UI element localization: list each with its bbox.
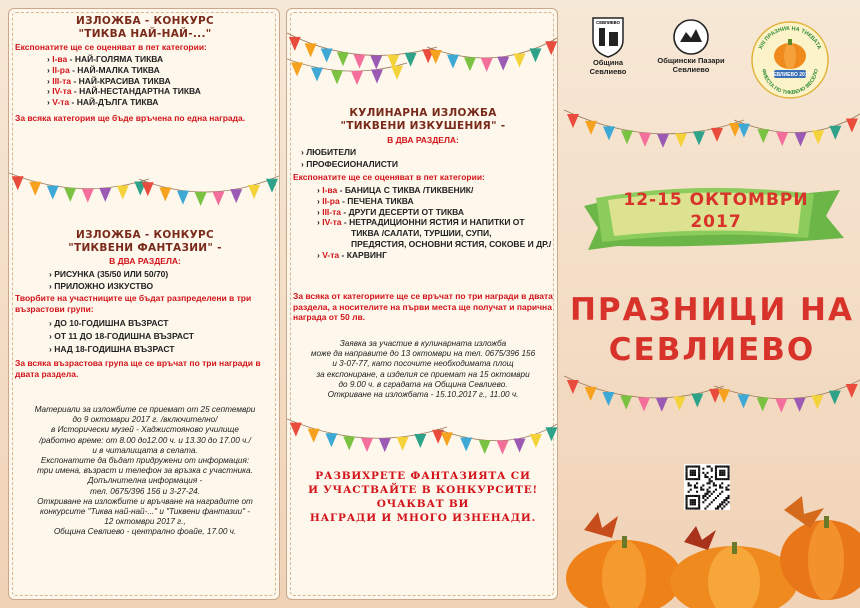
- slogan-line: РАЗВИХРЕТЕ ФАНТАЗИЯТА СИ: [315, 470, 531, 482]
- contest1-note: За всяка категория ще бъде връчена по една награда.: [15, 113, 246, 123]
- bunting-flag: [638, 398, 650, 412]
- bunting-flag: [479, 440, 491, 454]
- info-line: Заявка за участие в кулинарната изложба: [339, 339, 507, 348]
- bunting-flag: [371, 70, 383, 84]
- bunting-flag: [321, 49, 333, 63]
- bunting: [564, 370, 860, 430]
- contest1-title: ИЗЛОЖБА - КОНКУРС: [75, 15, 215, 27]
- bunting-flag: [248, 185, 260, 199]
- bunting-flag: [29, 182, 41, 196]
- pumpkins-decoration: [564, 490, 860, 608]
- info-line: за експониране, а изделия се приемат на 15 октомври: [316, 369, 530, 379]
- age-group-2: › ОТ 11 ДО 18-ГОДИШНА ВЪЗРАСТ: [49, 331, 194, 341]
- bunting-flag: [266, 179, 278, 193]
- culinary-categories: [317, 185, 551, 261]
- bunting-flag: [567, 114, 579, 128]
- bunting-flag: [370, 55, 382, 69]
- category-item: › IV-та - НАЙ-НЕСТАНДАРТНА ТИКВА: [47, 86, 201, 97]
- culinary-note: За всяка от категориите ще се връчат по три награди в двата раздела, а носителите на първи места ще получат и парична награда от 50 лв.: [293, 291, 553, 322]
- bunting-flag: [291, 62, 303, 76]
- logo-municipality: [578, 14, 638, 76]
- culinary-sections-label: В ДВА РАЗДЕЛА:: [387, 135, 459, 145]
- bunting-flag: [12, 176, 24, 190]
- bunting-flag: [811, 395, 823, 409]
- info-line: Откриване на изложбата - 15.10.2017 г., 11.00 ч.: [327, 390, 519, 400]
- bunting-flag: [379, 438, 391, 452]
- bunting-flag: [177, 191, 189, 205]
- bunting-flag: [775, 399, 787, 413]
- contest2-section-2: › ПРИЛОЖНО ИЗКУСТВО: [49, 281, 154, 291]
- bunting-flag: [117, 185, 129, 199]
- bunting-flag: [674, 396, 686, 410]
- age-group-3: › НАД 18-ГОДИШНА ВЪЗРАСТ: [49, 344, 175, 354]
- cover-panel: [564, 0, 860, 608]
- bunting-flag: [343, 436, 355, 450]
- bunting-flag: [311, 68, 323, 82]
- category-item: › III-та - ДРУГИ ДЕСЕРТИ ОТ ТИКВА: [317, 206, 465, 217]
- info-line: конкурсите "Тиква най-най-..." и "Тиквени фантазии" -: [39, 507, 251, 517]
- contest2-title: ИЗЛОЖБА - КОНКУРС: [75, 229, 215, 241]
- slogan: [287, 469, 558, 525]
- contest2-sections-label: В ДВА РАЗДЕЛА:: [109, 256, 181, 266]
- category-item: › II-ра - ПЕЧЕНА ТИКВА: [317, 195, 414, 206]
- bunting-flag: [64, 188, 76, 202]
- bunting-flag: [361, 438, 373, 452]
- bunting-flag: [718, 389, 730, 403]
- contest1-intro: Експонатите ще се оценяват в пет категории:: [15, 42, 207, 52]
- info-line: Откриване на изложбите и връчване на наградите от: [37, 496, 253, 506]
- bunting-flag: [794, 398, 806, 412]
- bunting-flag: [829, 391, 841, 405]
- info-line: три имена, възраст и телефон за връзка с участника.: [37, 466, 253, 476]
- bunting-flag: [545, 427, 557, 441]
- bunting-flag: [397, 437, 409, 451]
- info-text: [11, 405, 279, 538]
- svg-text:СЕВЛИЕВО 2017: СЕВЛИЕВО 2017: [769, 72, 811, 78]
- bunting: [9, 167, 280, 213]
- category-item: › V-та - НАЙ-ДЪЛГА ТИКВА: [47, 97, 159, 108]
- bunting-flag: [99, 188, 111, 202]
- bunting-flag: [776, 132, 788, 146]
- festival-logo: [750, 20, 830, 100]
- category-item: ТИКВА /САЛАТИ, ТУРШИИ, СУПИ,: [351, 228, 492, 239]
- coat-of-arms-icon: [590, 14, 626, 58]
- slogan-line: НАГРАДИ И МНОГО ИЗНЕНАДИ.: [309, 512, 537, 524]
- logo-markets: [656, 18, 726, 74]
- bunting-flag: [757, 129, 769, 143]
- info-line: Експонатите да бъдат придружени от информация:: [40, 456, 250, 466]
- bunting-flag: [82, 189, 94, 203]
- bunting-flag: [464, 57, 476, 71]
- info-line: може да направите до 13 октомври на тел. 0675/396 156: [310, 349, 536, 359]
- bunting-flag: [738, 394, 750, 408]
- contest1-categories: [47, 54, 201, 108]
- bunting-flag: [212, 192, 224, 206]
- bunting-flag: [405, 53, 417, 67]
- culinary-section-1: › ЛЮБИТЕЛИ: [301, 147, 357, 157]
- info-line: Допълнителна информация -: [87, 476, 203, 486]
- bunting-flag: [497, 441, 509, 455]
- bunting-flag: [656, 398, 668, 412]
- bunting-flag: [602, 392, 614, 406]
- bunting-flag: [846, 119, 858, 133]
- bunting-flag: [142, 182, 154, 196]
- svg-text:ФИЕСТА ПО ТИКВЕНО ВЕСЕЛО: ФИЕСТА ПО ТИКВЕНО ВЕСЕЛО: [760, 68, 820, 97]
- bunting-flag: [305, 43, 317, 57]
- bunting-flag: [354, 55, 366, 69]
- bunting-flag: [657, 134, 669, 148]
- bunting-flag: [846, 384, 858, 398]
- bunting-flag: [530, 434, 542, 448]
- culinary-intro: Експонатите ще се оценяват в пет категории:: [293, 172, 485, 182]
- main-title-line2: СЕВЛИЕВО: [608, 332, 816, 368]
- bunting-flag: [289, 37, 301, 51]
- svg-text:ХIII ПРАЗНИК НА ТИКВАТА: ХIII ПРАЗНИК НА ТИКВАТА: [758, 25, 822, 51]
- bunting-flag: [430, 50, 442, 64]
- info-line: и 3-07-77, като посочите необходимата площ: [332, 359, 514, 369]
- bunting-flag: [529, 48, 541, 62]
- bunting-flag: [195, 192, 207, 206]
- bunting-flag: [585, 387, 597, 401]
- bunting-flag: [47, 186, 59, 200]
- panel-left: [8, 8, 280, 600]
- main-title-line1: ПРАЗНИЦИ НА: [569, 292, 854, 328]
- bunting: [287, 413, 558, 465]
- bunting-flag: [432, 430, 444, 444]
- bunting-flag: [545, 41, 557, 55]
- info-line: Материали за изложбите се приемат от 25 септември: [34, 405, 256, 414]
- category-item: › IV-та - НЕТРАДИЦИОННИ ЯСТИЯ И НАПИТКИ ОТ: [317, 217, 525, 228]
- bunting-flag: [337, 52, 349, 66]
- bunting-flag: [230, 189, 242, 203]
- bunting-flag: [738, 124, 750, 138]
- bunting-flag: [603, 126, 615, 140]
- bunting-flag: [585, 121, 597, 135]
- category-item: › V-та - КАРВИНГ: [317, 249, 387, 260]
- bunting-flag: [621, 130, 633, 144]
- bunting-flag: [675, 133, 687, 147]
- bunting-flag: [795, 133, 807, 147]
- bunting-flag: [460, 437, 472, 451]
- bunting-flag: [325, 433, 337, 447]
- panel-middle: [286, 8, 558, 600]
- festival-logo-icon: [750, 20, 830, 100]
- age-group-1: › ДО 10-ГОДИШНА ВЪЗРАСТ: [49, 318, 169, 328]
- bunting: [287, 23, 558, 83]
- bunting-flag: [159, 187, 171, 201]
- bunting-flag: [711, 128, 723, 142]
- info-line: до 9 октомври 2017 г. /включително/: [72, 415, 218, 425]
- info-line: и в читалищата в селата.: [92, 445, 198, 455]
- bunting: [564, 108, 860, 164]
- bunting-flag: [414, 434, 426, 448]
- bunting-flag: [497, 57, 509, 71]
- contest2-note: За всяка възрастова група ще се връчат по три награди в двата раздела.: [15, 358, 261, 379]
- bunting-flag: [567, 380, 579, 394]
- contest2-age-intro: Творбите на участниците ще бъдат разпределени в три възрастови групи:: [15, 293, 252, 314]
- bunting-flag: [351, 71, 363, 85]
- logo-markets-caption: Общински Пазари Севлиево: [657, 56, 725, 74]
- info-line: до 9.00 ч. в сградата на Община Севлиево.: [338, 379, 508, 389]
- festival-year: 2017: [690, 212, 742, 232]
- contest2-section-1: › РИСУНКА (35/50 ИЛИ 50/70): [49, 269, 169, 279]
- bunting-flag: [639, 133, 651, 147]
- bunting-flag: [693, 131, 705, 145]
- bunting-flag: [514, 438, 526, 452]
- culinary-section-2: › ПРОФЕСИОНАЛИСТИ: [301, 159, 398, 169]
- category-item: › I-ва - БАНИЦА С ТИКВА /ТИКВЕНИК/: [317, 185, 474, 195]
- bunting-flag: [757, 397, 769, 411]
- category-item: › III-та - НАЙ-КРАСИВА ТИКВА: [47, 75, 171, 86]
- festival-dates: 12-15 ОКТОМВРИ: [623, 190, 809, 210]
- bunting-flag: [620, 396, 632, 410]
- info-line: тел. 0675/396 156 и 3-27-24.: [90, 486, 200, 496]
- svg-text:СЕВЛИЕВО: СЕВЛИЕВО: [596, 20, 620, 25]
- contest2-subtitle: "ТИКВЕНИ ФАНТАЗИИ" -: [68, 242, 222, 254]
- slogan-line: ОЧАКВАТ ВИ: [376, 498, 470, 510]
- culinary-info: [289, 339, 557, 400]
- bunting-flag: [481, 58, 493, 72]
- slogan-line: И УЧАСТВАЙТЕ В КОНКУРСИТЕ!: [308, 484, 538, 496]
- markets-emblem-icon: [672, 18, 710, 56]
- culinary-subtitle: "ТИКВЕНИ ИЗКУШЕНИЯ" -: [340, 120, 506, 132]
- category-item: ПРЕДЯСТИЯ, ОСНОВНИ ЯСТИЯ, СОКОВЕ И ДР./: [351, 238, 552, 249]
- category-item: › II-ра - НАЙ-МАЛКА ТИКВА: [47, 64, 160, 75]
- bunting-flag: [391, 66, 403, 80]
- info-line: в Исторически музей - Хаджистояново училище: [51, 425, 239, 435]
- contest1-subtitle: "ТИКВА НАЙ-НАЙ-...": [78, 28, 212, 40]
- bunting-flag: [447, 55, 459, 69]
- bunting-flag: [513, 53, 525, 67]
- bunting-flag: [691, 394, 703, 408]
- bunting-flag: [308, 429, 320, 443]
- bunting-flag: [331, 70, 343, 84]
- logo-municipality-caption: Община Севлиево: [589, 58, 627, 76]
- bunting-flag: [290, 423, 302, 437]
- culinary-title: КУЛИНАРНА ИЗЛОЖБА: [349, 107, 497, 119]
- bunting-flag: [812, 130, 824, 144]
- info-line: /работно време: от 8.00 до12.00 ч. и 13.30 до 17.00 ч./: [39, 435, 251, 445]
- category-item: › I-ва - НАЙ-ГОЛЯМА ТИКВА: [47, 54, 164, 64]
- info-line: Община Севлиево - централно фоайе, 17.00 ч.: [53, 527, 237, 537]
- bunting-flag: [441, 432, 453, 446]
- bunting-flag: [829, 126, 841, 140]
- info-line: 12 октомври 2017 г.,: [104, 517, 186, 527]
